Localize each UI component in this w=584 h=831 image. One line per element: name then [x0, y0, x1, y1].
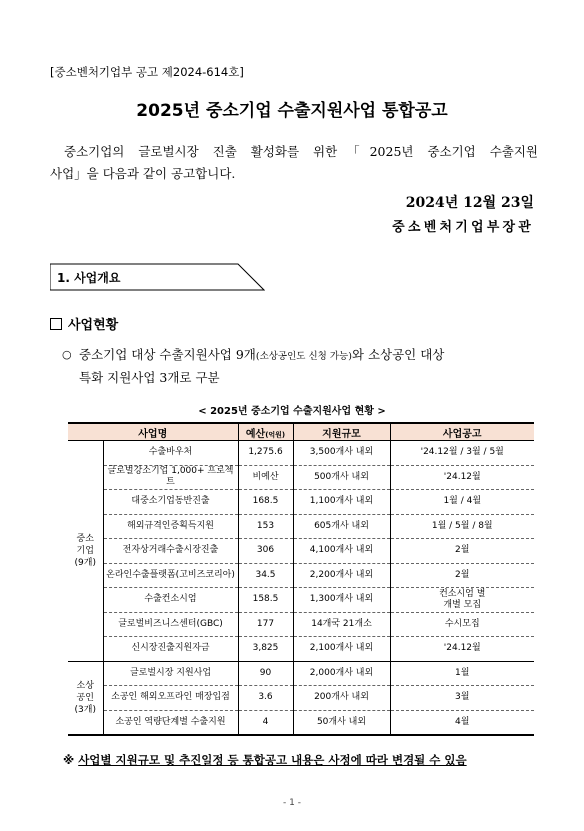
cell-scale: 1,300개사 내외 — [293, 588, 390, 613]
table-row — [68, 637, 534, 662]
cell-scale: 2,100개사 내외 — [293, 637, 390, 662]
cell-name: 소공인 역량단계별 수출지원 — [103, 710, 238, 735]
cell-scale: 500개사 내외 — [293, 465, 390, 490]
notice-number: [중소벤처기업부 공고 제2024-614호] — [50, 65, 244, 79]
section-heading-text: 1. 사업개요 — [57, 271, 121, 285]
cell-notice: 수시모집 — [390, 612, 534, 637]
subsection-heading — [50, 314, 118, 333]
cell-name: 글로벌강소기업 1,000+ 프로젝트 — [103, 465, 238, 490]
cell-name: 수출컨소시엄 — [103, 588, 238, 613]
intro-paragraph — [50, 141, 538, 185]
cell-budget: 1,275.6 — [238, 441, 293, 466]
cell-name: 해외규격인증획득지원 — [103, 514, 238, 539]
header-program-name: 사업명 — [68, 423, 238, 441]
section-heading-box — [50, 263, 265, 291]
reference-mark-icon: ※ — [63, 753, 75, 767]
cell-budget: 177 — [238, 612, 293, 637]
cell-scale: 4,100개사 내외 — [293, 539, 390, 564]
cell-budget: 90 — [238, 661, 293, 686]
checkbox-square-icon — [50, 318, 62, 330]
cell-scale: 50개사 내외 — [293, 710, 390, 735]
cell-notice: '24.12월 — [390, 637, 534, 662]
table-row — [68, 490, 534, 515]
bullet-text-small: (소상공인도 신청 가능) — [255, 351, 352, 362]
cell-notice: 4월 — [390, 710, 534, 735]
cell-notice: 2월 — [390, 539, 534, 564]
bullet-item — [62, 344, 538, 388]
cell-name: 신시장진출지원자금 — [103, 637, 238, 662]
cell-budget: 306 — [238, 539, 293, 564]
page-number: - 1 - — [283, 798, 301, 808]
bullet-line-2: 특화 지원사업 3개로 구분 — [79, 370, 220, 385]
table-row — [68, 441, 534, 466]
announcement-date: 2024년 12월 23일 — [405, 195, 534, 211]
cell-name: 글로벌시장 지원사업 — [103, 661, 238, 686]
table-row — [68, 588, 534, 613]
cell-budget: 168.5 — [238, 490, 293, 515]
bullet-text-a: 중소기업 대상 수출지원사업 9개 — [79, 347, 256, 362]
cell-scale: 605개사 내외 — [293, 514, 390, 539]
cell-budget: 4 — [238, 710, 293, 735]
header-budget — [238, 423, 293, 441]
cell-scale: 14개국 21개소 — [293, 612, 390, 637]
table-header-row — [68, 423, 534, 441]
table-row — [68, 710, 534, 735]
cell-notice: '24.12월 — [390, 465, 534, 490]
bullet-circle-icon: ○ — [62, 348, 72, 361]
cell-notice: 1월 / 4월 — [390, 490, 534, 515]
cell-budget: 34.5 — [238, 563, 293, 588]
cell-budget: 비예산 — [238, 465, 293, 490]
cell-scale: 1,100개사 내외 — [293, 490, 390, 515]
cell-name: 전자상거래수출시장진출 — [103, 539, 238, 564]
cell-name: 소공인 해외오프라인 매장입점 — [103, 686, 238, 711]
cell-name: 대중소기업동반진출 — [103, 490, 238, 515]
table-row — [68, 612, 534, 637]
cell-scale: 3,500개사 내외 — [293, 441, 390, 466]
table-row — [68, 465, 534, 490]
table-row — [68, 514, 534, 539]
cell-name: 글로벌비즈니스센터(GBC) — [103, 612, 238, 637]
subsection-heading-text: 사업현황 — [68, 318, 119, 333]
table-row — [68, 686, 534, 711]
cell-notice: 3월 — [390, 686, 534, 711]
table-row — [68, 563, 534, 588]
intro-line-2: 사업」을 다음과 같이 공고합니다. — [50, 166, 236, 181]
footnote — [63, 752, 467, 768]
cell-notice: '24.12월 / 3월 / 5월 — [390, 441, 534, 466]
header-budget-label: 예산 — [245, 428, 266, 440]
table-row — [68, 539, 534, 564]
document-title: 2025년 중소기업 수출지원사업 통합공고 — [136, 101, 448, 121]
bullet-line-1 — [62, 344, 538, 367]
signer-minister: 중소벤처기업부장관 — [392, 220, 534, 235]
footnote-text: 사업별 지원규모 및 추진일정 등 통합공고 내용은 사정에 따라 변경될 수 있음 — [78, 753, 467, 767]
table-caption: < 2025년 중소기업 수출지원사업 현황 > — [198, 406, 386, 417]
export-programs-table — [68, 422, 534, 736]
cell-scale: 2,200개사 내외 — [293, 563, 390, 588]
group-sme: 중소 기업 (9개) — [68, 441, 103, 662]
cell-budget: 3.6 — [238, 686, 293, 711]
header-budget-unit: (억원) — [265, 430, 286, 439]
cell-name: 온라인수출플랫폼(고비즈코리아) — [103, 563, 238, 588]
group-small-business: 소상 공인 (3개) — [68, 661, 103, 735]
header-support-scale: 지원규모 — [293, 423, 390, 441]
cell-scale: 2,000개사 내외 — [293, 661, 390, 686]
intro-line-1: 중소기업의 글로벌시장 진출 활성화를 위한「2025년 중소기업 수출지원 — [64, 144, 538, 159]
table-row — [68, 661, 534, 686]
cell-name: 수출바우처 — [103, 441, 238, 466]
cell-budget: 158.5 — [238, 588, 293, 613]
cell-notice: 1월 / 5월 / 8월 — [390, 514, 534, 539]
cell-notice: 2월 — [390, 563, 534, 588]
cell-notice: 1월 — [390, 661, 534, 686]
cell-scale: 200개사 내외 — [293, 686, 390, 711]
cell-notice: 컨소시엄 별 개별 모집 — [390, 588, 534, 613]
cell-budget: 153 — [238, 514, 293, 539]
header-announcement: 사업공고 — [390, 423, 534, 441]
cell-budget: 3,825 — [238, 637, 293, 662]
bullet-text-b: 와 소상공인 대상 — [351, 347, 445, 362]
